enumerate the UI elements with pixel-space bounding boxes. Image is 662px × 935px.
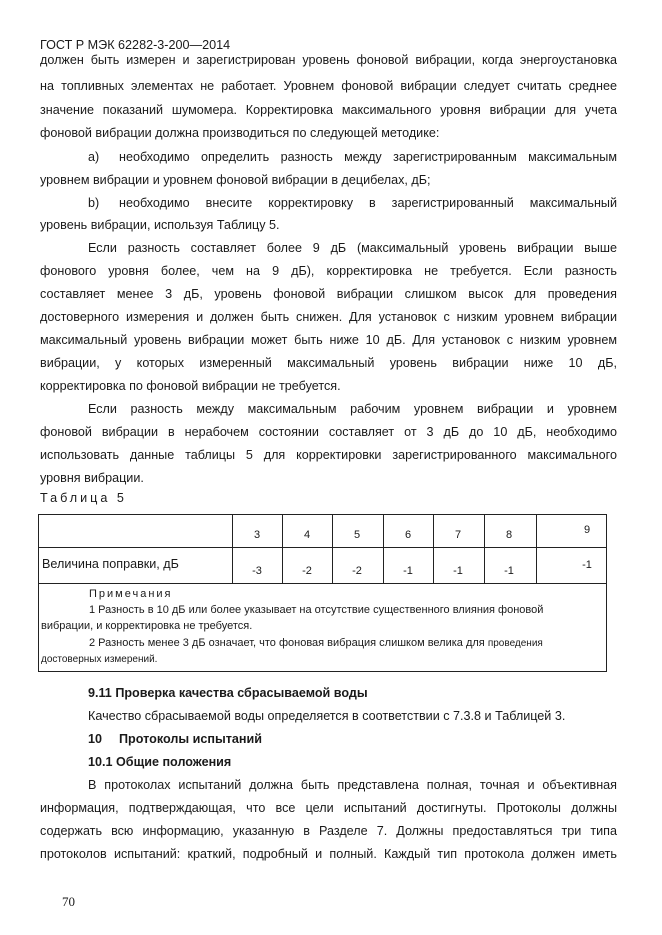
section-number: 10: [88, 732, 103, 746]
paragraph-line: достоверного измерения и должен быть снижен. Для установок с низким уровнем вибрации: [40, 310, 617, 324]
paragraph-line: значение показаний шумомера. Корректировка максимального уровня вибрации для учета: [40, 103, 617, 117]
paragraph-line: В протоколах испытаний должна быть представлена полная, точная и объективная: [88, 778, 617, 792]
header-cell: 3: [253, 529, 261, 541]
list-item-line: необходимо определить разность между зарегистрированным максимальным: [119, 150, 617, 164]
header-cell: 8: [505, 529, 513, 541]
table-caption: Таблица 5: [40, 491, 127, 505]
paragraph-line: уровня вибрации.: [40, 471, 144, 485]
paragraph-line: Качество сбрасываемой воды определяется в соответствии с 7.3.8 и Таблицей 3.: [88, 709, 566, 723]
note-line: достоверных измерений.: [41, 654, 158, 665]
note-line: вибрации, и корректировка не требуется.: [41, 620, 253, 632]
section-title: Протоколы испытаний: [119, 732, 262, 746]
paragraph-line: вибрации, у которых измеренный максимальный уровень вибрации ниже 10 дБ,: [40, 356, 617, 370]
value-cell: -1: [582, 559, 592, 571]
value-cell: -1: [453, 565, 463, 577]
paragraph-line: Если разность между максимальным рабочим уровнем вибрации и уровнем: [88, 402, 617, 416]
paragraph-line: составляет менее 3 дБ, уровень фоновой вибрации слишком высок для проведения: [40, 287, 617, 301]
document-standard-header: ГОСТ Р МЭК 62282-3-200—2014: [40, 38, 231, 52]
table-divider: [39, 583, 606, 584]
header-cell: 7: [454, 529, 462, 541]
header-cell: 6: [404, 529, 412, 541]
list-marker-b: b): [88, 196, 100, 210]
list-item-line: уровнем вибрации и уровнем фоновой вибрации в децибелах, дБ;: [40, 173, 431, 187]
value-cell: -1: [403, 565, 413, 577]
notes-title: Примечания: [89, 588, 173, 600]
page-number: 70: [62, 894, 75, 909]
section-heading: 9.11 Проверка качества сбрасываемой воды: [88, 686, 368, 700]
paragraph-line: корректировка по фоновой вибрации не требуется.: [40, 379, 341, 393]
section-heading: 10.1 Общие положения: [88, 755, 232, 769]
header-cell: 9: [583, 524, 591, 536]
list-item-line: необходимо внесите корректировку в зарегистрированный максимальный: [119, 196, 617, 210]
paragraph-line: максимальный уровень вибрации может быть ниже 10 дБ. Для установок с низким уровнем: [40, 333, 617, 347]
note-line: [89, 637, 543, 649]
value-cell: -3: [252, 565, 262, 577]
paragraph-line: фоновой вибрации должна производиться по следующей методике:: [40, 126, 440, 140]
value-cell: -2: [352, 565, 362, 577]
note-text: 2 Разность менее 3 дБ означает, что фоновая вибрация слишком велика для: [89, 637, 485, 649]
paragraph-line: фоновой вибрации в нерабочем состоянии составляет от 3 дБ до 10 дБ, необходимо: [40, 425, 617, 439]
correction-table: [38, 514, 607, 672]
paragraph-line: информация, подтверждающая, что все цели испытаний достигнуты. Протоколы должны: [40, 801, 617, 815]
column-divider: [536, 515, 537, 583]
paragraph-line: протоколов испытаний: краткий, подробный и полный. Каждый тип протокола должен иметь: [40, 847, 617, 861]
table-divider: [39, 547, 606, 548]
header-cell: 4: [303, 529, 311, 541]
value-cell: -1: [504, 565, 514, 577]
paragraph-line: фонового уровня более, чем на 9 дБ), корректировка не требуется. Если разность: [40, 264, 617, 278]
paragraph-line: содержать всю информацию, указанную в Разделе 7. Должны предоставляться три типа: [40, 824, 617, 838]
paragraph-line: использовать данные таблицы 5 для корректировки зарегистрированного максимального: [40, 448, 617, 462]
list-marker-a: a): [88, 150, 100, 164]
paragraph-line: на топливных элементах не работает. Уровнем фоновой вибрации следует считать среднее: [40, 79, 617, 93]
note-text-small: проведения: [487, 638, 543, 649]
paragraph-line: Если разность составляет более 9 дБ (максимальный уровень вибрации выше: [88, 241, 617, 255]
header-cell: 5: [353, 529, 361, 541]
note-line: 1 Разность в 10 дБ или более указывает на отсутствие существенного влияния фоновой: [89, 604, 544, 616]
row-label: Величина поправки, дБ: [42, 557, 179, 571]
list-item-line: уровень вибрации, используя Таблицу 5.: [40, 218, 280, 232]
value-cell: -2: [302, 565, 312, 577]
paragraph-line: должен быть измерен и зарегистрирован уровень фоновой вибрации, когда энергоустановка: [40, 53, 617, 67]
